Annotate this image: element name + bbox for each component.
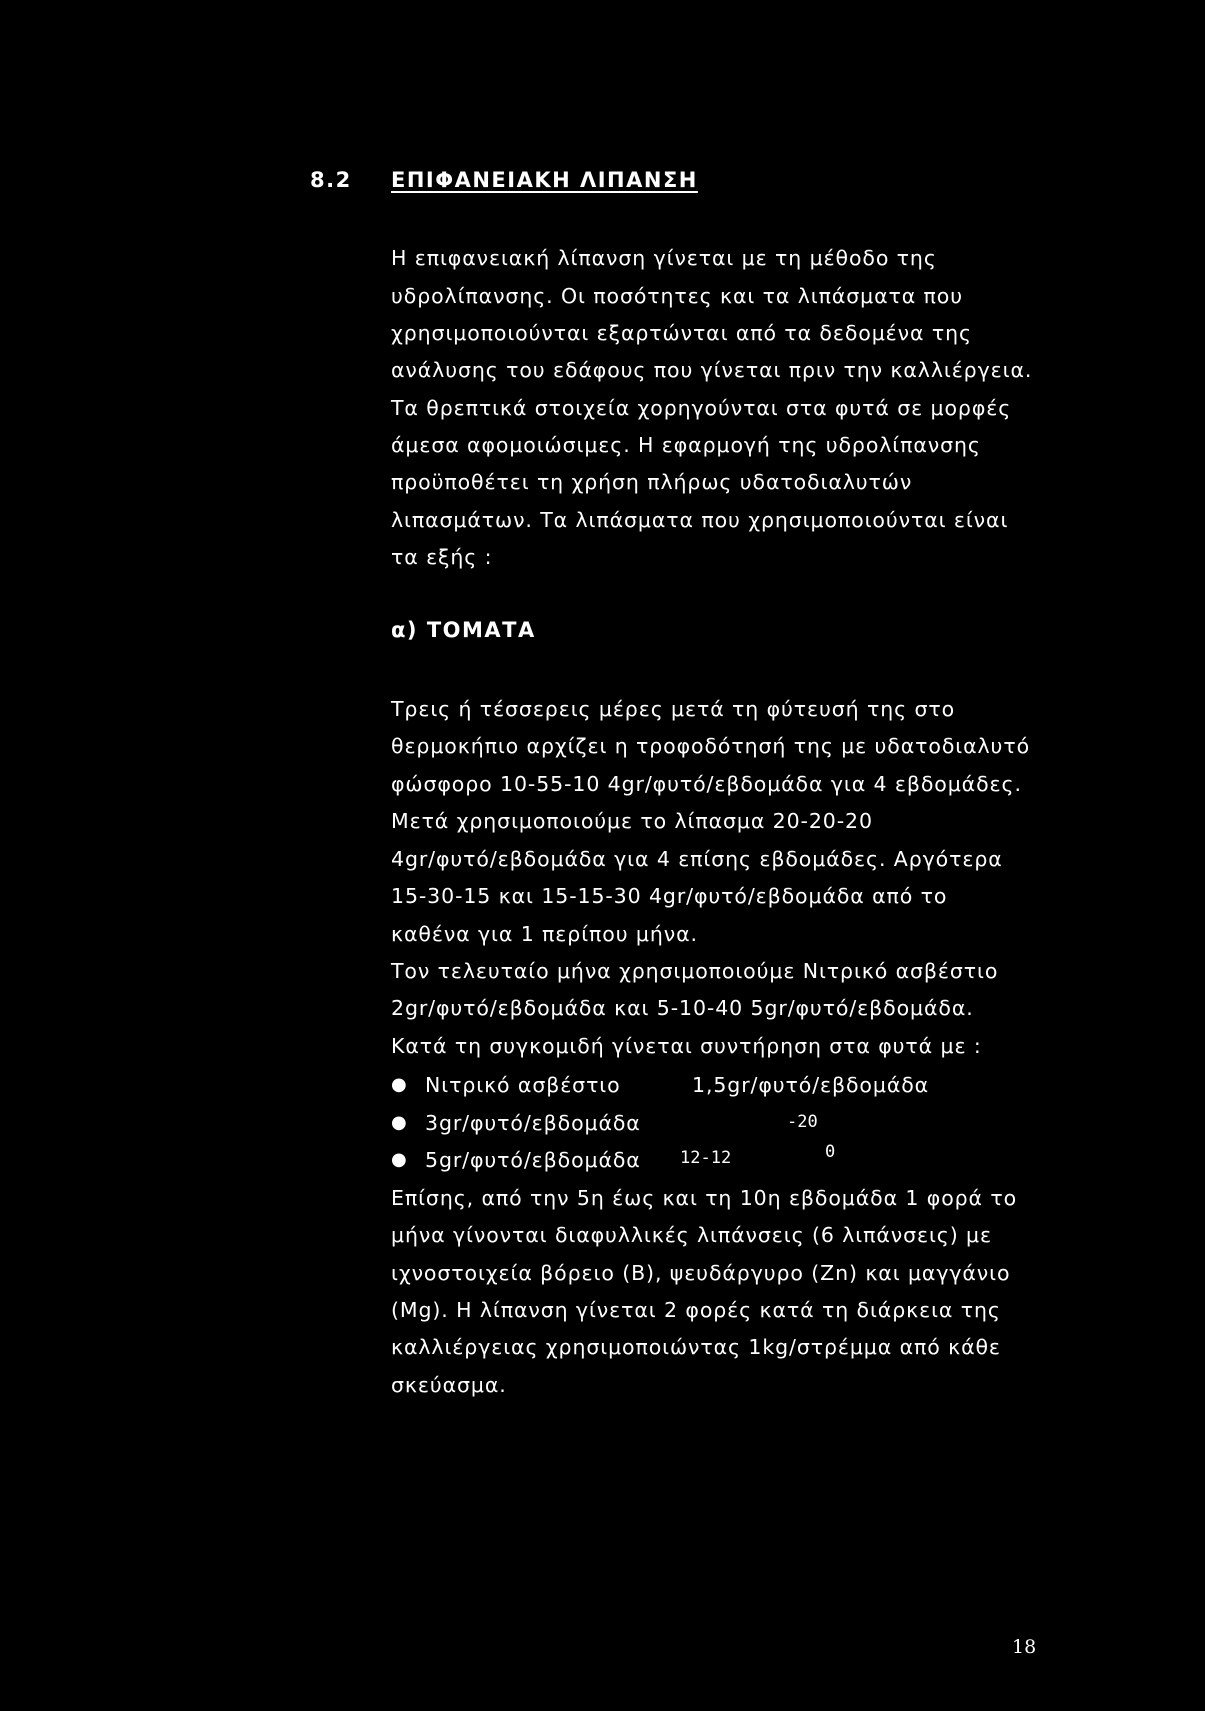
section-number: 8.2 — [310, 168, 352, 192]
text-line: υδρολίπανσης. Οι ποσότητες και τα λιπάσματα που — [391, 284, 964, 308]
bullet-icon: ● — [391, 1074, 407, 1095]
text-line: Τα θρεπτικά στοιχεία χορηγούνται στα φυτά σε μορφές — [391, 396, 1012, 420]
bullet-value-extra: 0 — [825, 1142, 836, 1162]
text-line: λιπασμάτων. Τα λιπάσματα που χρησιμοποιούνται είναι — [391, 508, 1009, 532]
section-title: ΕΠΙΦΑΝΕΙΑΚΗ ΛΙΠΑΝΣΗ — [391, 168, 698, 192]
text-line: χρησιμοποιούνται εξαρτώνται από τα δεδομένα της — [391, 321, 972, 345]
text-line: μήνα γίνονται διαφυλλικές λιπάνσεις (6 λιπάνσεις) με — [391, 1223, 992, 1247]
text-line: σκεύασμα. — [391, 1373, 507, 1397]
text-line: Η επιφανειακή λίπανση γίνεται με τη μέθοδο της — [391, 246, 937, 270]
text-line: θερμοκήπιο αρχίζει η τροφοδότησή της με υδατοδιαλυτό — [391, 734, 1031, 758]
text-line: φώσφορο 10-55-10 4gr/φυτό/εβδομάδα για 4 εβδομάδες. — [391, 772, 1022, 796]
text-line: Κατά τη συγκομιδή γίνεται συντήρηση στα φυτά με : — [391, 1034, 982, 1058]
bullet-text: Νιτρικό ασβέστιο — [425, 1073, 621, 1097]
subheading: α) ΤΟΜΑΤΑ — [391, 618, 536, 642]
text-line: άμεσα αφομοιώσιμες. Η εφαρμογή της υδρολίπανσης — [391, 433, 981, 457]
bullet-value: -20 — [787, 1112, 818, 1132]
text-line: προϋποθέτει τη χρήση πλήρως υδατοδιαλυτών — [391, 470, 913, 494]
text-line: (Mg). Η λίπανση γίνεται 2 φορές κατά τη διάρκεια της — [391, 1298, 1001, 1322]
text-line: 4gr/φυτό/εβδομάδα για 4 επίσης εβδομάδες. Αργότερα — [391, 847, 1003, 871]
bullet-value: 12-12 — [680, 1148, 732, 1168]
page-number: 18 — [1012, 1636, 1037, 1658]
text-line: Επίσης, από την 5η έως και τη 10η εβδομάδα 1 φορά το — [391, 1186, 1018, 1210]
text-line: 15-30-15 και 15-15-30 4gr/φυτό/εβδομάδα από το — [391, 884, 948, 908]
text-line: ιχνοστοιχεία βόρειο (Β), ψευδάργυρο (Zn) και μαγγάνιο — [391, 1261, 1011, 1285]
text-line: Τρεις ή τέσσερεις μέρες μετά τη φύτευσή της στο — [391, 697, 956, 721]
text-line: Τον τελευταίο μήνα χρησιμοποιούμε Νιτρικό ασβέστιο — [391, 959, 999, 983]
text-line: ανάλυσης του εδάφους που γίνεται πριν την καλλιέργεια. — [391, 358, 1033, 382]
text-line: καθένα για 1 περίπου μήνα. — [391, 922, 698, 946]
text-line: Μετά χρησιμοποιούμε το λίπασμα 20-20-20 — [391, 809, 873, 833]
bullet-icon: ● — [391, 1112, 407, 1133]
bullet-text: 3gr/φυτό/εβδομάδα — [425, 1111, 641, 1135]
text-line: 2gr/φυτό/εβδομάδα και 5-10-40 5gr/φυτό/εβδομάδα. — [391, 996, 974, 1020]
bullet-icon: ● — [391, 1149, 407, 1170]
bullet-value: 1,5gr/φυτό/εβδομάδα — [692, 1073, 930, 1097]
text-line: τα εξής : — [391, 545, 493, 569]
bullet-text: 5gr/φυτό/εβδομάδα — [425, 1148, 641, 1172]
text-line: καλλιέργειας χρησιμοποιώντας 1kg/στρέμμα από κάθε — [391, 1335, 1001, 1359]
